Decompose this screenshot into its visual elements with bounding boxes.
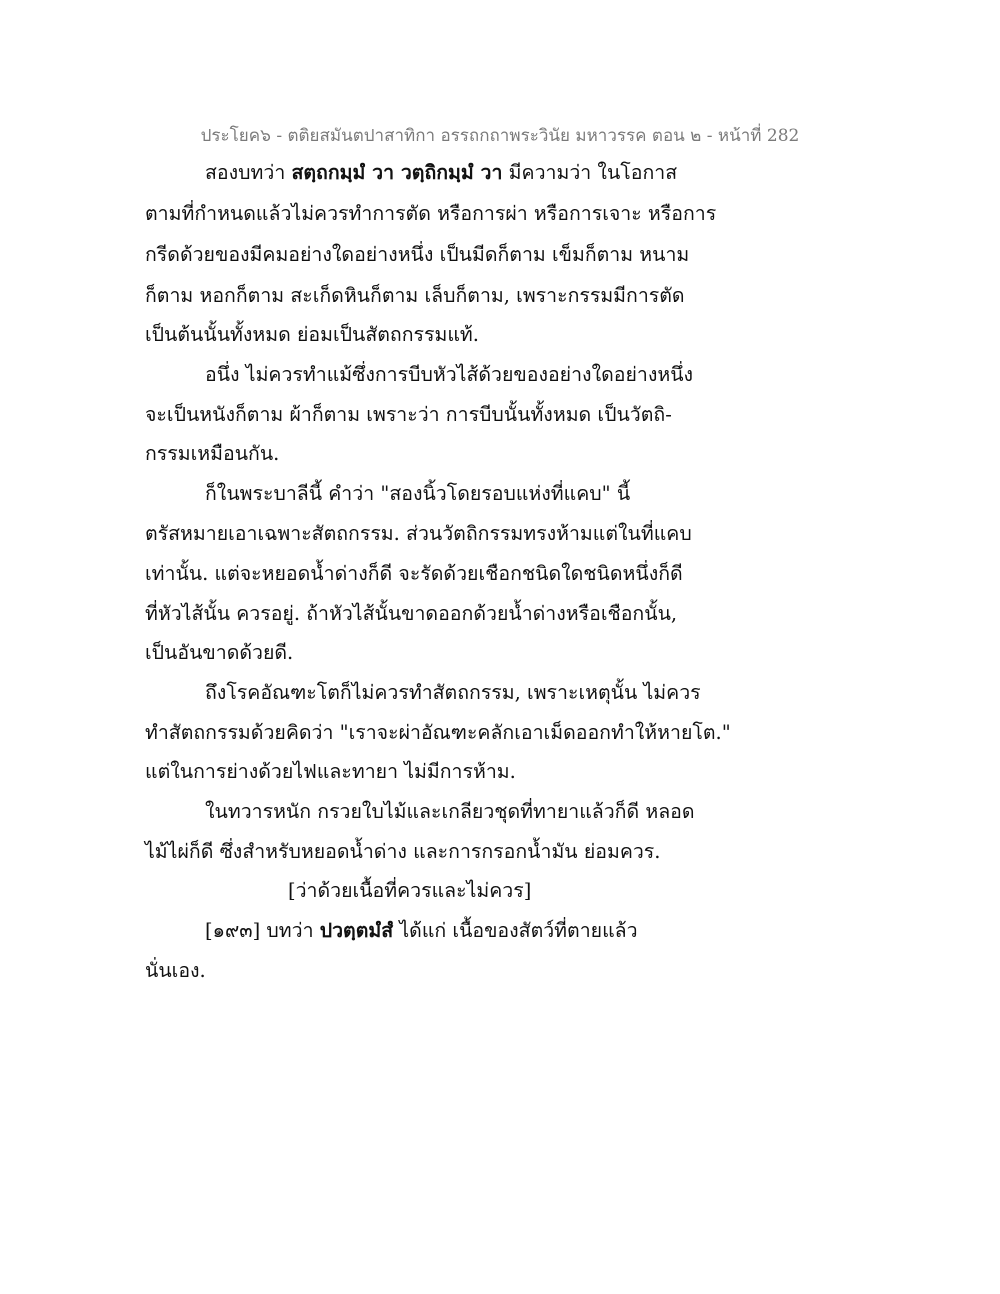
p1-line-1-lead: สองบทว่า — [205, 161, 292, 184]
section-heading: [ว่าด้วยเนื้อที่ควรและไม่ควร] — [288, 879, 532, 902]
p3-line-5: เป็นอันขาดด้วยดี. — [145, 641, 294, 664]
p4-line-1: ถึงโรคอัณฑะโตก็ไม่ควรทำสัตถกรรม, เพราะเหตุนั้น ไม่ควร — [205, 681, 701, 704]
p1-line-3: กรีดด้วยของมีคมอย่างใดอย่างหนึ่ง เป็นมีดก็ตาม เข็มก็ตาม หนาม — [145, 243, 690, 266]
page-header: ประโยค๖ - ตติยสมันตปาสาทิกา อรรถกถาพระวินัย มหาวรรค ตอน ๒ - หน้าที่ 282 — [200, 126, 800, 146]
p1-line-4: ก็ตาม หอกก็ตาม สะเก็ดหินก็ตาม เล็บก็ตาม, เพราะกรรมมีการตัด — [145, 284, 685, 307]
p4-line-3: แต่ในการย่างด้วยไฟและทายา ไม่มีการห้าม. — [145, 760, 516, 783]
p1-line-5: เป็นต้นนั้นทั้งหมด ย่อมเป็นสัตถกรรมแท้. — [145, 323, 479, 346]
p6-line-1-lead: [๑๙๓] บทว่า — [205, 919, 320, 942]
p5-line-2: ไม้ไผ่ก็ดี ซึ่งสำหรับหยอดน้ำด่าง และการกรอกน้ำมัน ย่อมควร. — [145, 840, 661, 863]
p3-line-4: ที่หัวไส้นั้น ควรอยู่. ถ้าหัวไส้นั้นขาดออกด้วยน้ำด่างหรือเชือกนั้น, — [145, 602, 678, 625]
p6-line-2: นั่นเอง. — [145, 959, 206, 982]
p6-line-1-tail: ได้แก่ เนื้อของสัตว์ที่ตายแล้ว — [393, 919, 638, 942]
p1-line-1 — [205, 160, 677, 186]
pali-term-satthakamma: สตฺถกมฺมํ วา วตฺถิกมฺมํ วา — [291, 161, 503, 184]
p5-line-1: ในทวารหนัก กรวยใบไม้และเกลียวชุดที่ทายาแล้วก็ดี หลอด — [205, 800, 695, 823]
p3-line-3: เท่านั้น. แต่จะหยอดน้ำด่างก็ดี จะรัดด้วยเชือกชนิดใดชนิดหนึ่งก็ดี — [145, 562, 683, 585]
p2-line-1: อนึ่ง ไม่ควรทำแม้ซึ่งการบีบหัวไส้ด้วยของอย่างใดอย่างหนึ่ง — [205, 363, 694, 386]
p2-line-2: จะเป็นหนังก็ตาม ผ้าก็ตาม เพราะว่า การบีบนั้นทั้งหมด เป็นวัตถิ- — [145, 403, 672, 426]
p3-line-2: ตรัสหมายเอาเฉพาะสัตถกรรม. ส่วนวัตถิกรรมทรงห้ามแต่ในที่แคบ — [145, 522, 692, 545]
p6-line-1 — [205, 918, 638, 944]
pali-term-pavattamamsa: ปวตฺตมํสํ — [319, 919, 394, 942]
p3-line-1: ก็ในพระบาลีนี้ คำว่า "สองนิ้วโดยรอบแห่งที่แคบ" นี้ — [205, 482, 631, 505]
p1-line-1-tail: มีความว่า ในโอกาส — [502, 161, 678, 184]
p4-line-2: ทำสัตถกรรมด้วยคิดว่า "เราจะผ่าอัณฑะคลักเอาเม็ดออกทำให้หายโต." — [145, 721, 731, 744]
p1-line-2: ตามที่กำหนดแล้วไม่ควรทำการตัด หรือการผ่า หรือการเจาะ หรือการ — [145, 202, 717, 225]
p2-line-3: กรรมเหมือนกัน. — [145, 442, 280, 465]
